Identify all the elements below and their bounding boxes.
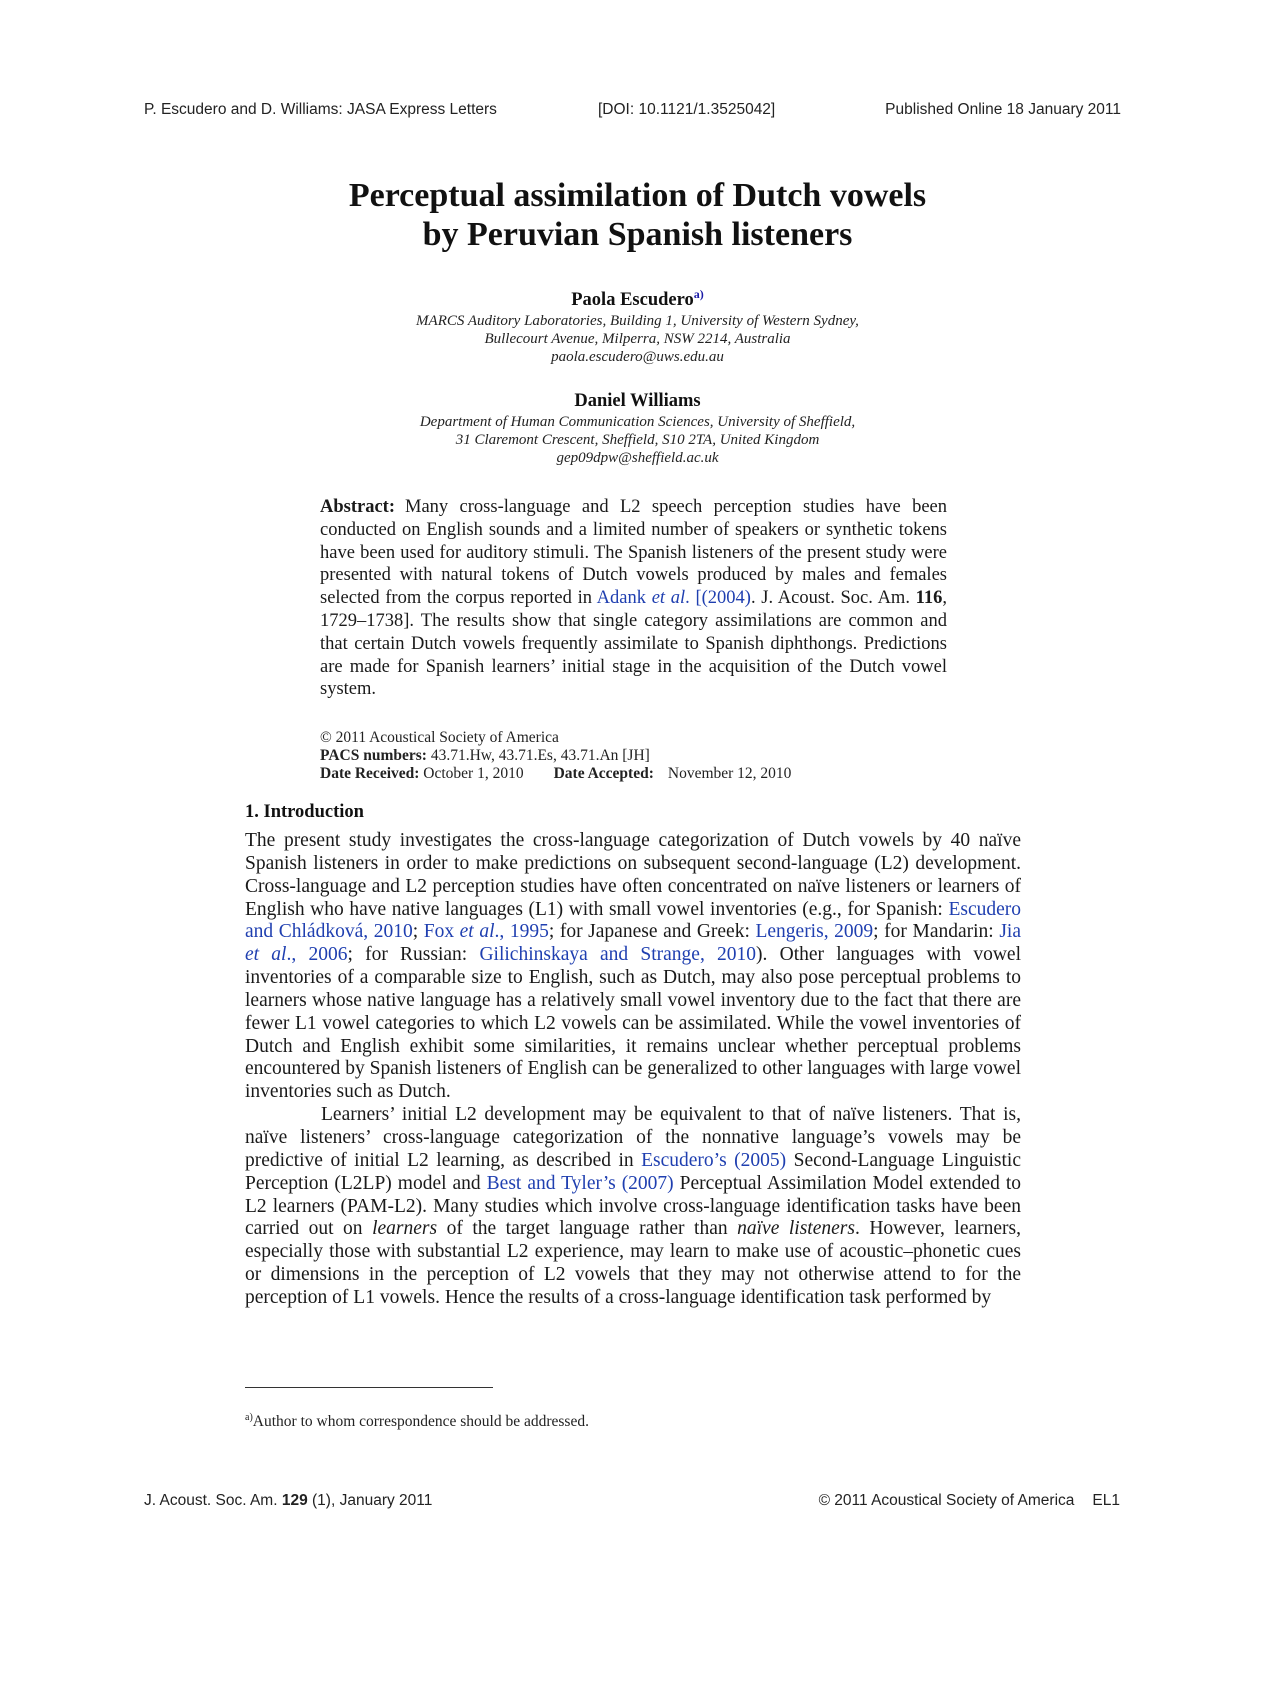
- abstract-text: Many cross-language and L2 speech perception studies have been conducted on English sounds and a limited number of speakers or synthetic tokens have been used for auditory stimuli. The Spanish listeners of the present study were presented with natural tokens of Dutch vowels produced by males and females selected from the corpus reported in: [320, 497, 947, 609]
- footnote-marker: a): [245, 1412, 253, 1423]
- title-line-2: by Peruvian Spanish listeners: [422, 216, 853, 253]
- section-heading: 1. Introduction: [245, 802, 364, 822]
- paragraph-text: ; for Russian:: [347, 944, 480, 966]
- citation-link-adank[interactable]: [597, 588, 751, 608]
- article-meta: [320, 729, 791, 783]
- footer-journal-name: J. Acoust. Soc. Am.: [144, 1492, 282, 1509]
- footnote-divider: [245, 1387, 493, 1388]
- abstract-volume: 116: [915, 588, 943, 609]
- citation-etal: et al: [459, 921, 495, 943]
- citation-link[interactable]: Escudero’s (2005): [641, 1149, 787, 1171]
- running-head-doi: [DOI: 10.1121/1.3525042]: [598, 101, 776, 118]
- pacs-value: 43.71.Hw, 43.71.Es, 43.71.An [JH]: [430, 747, 650, 764]
- author-block-1: [0, 282, 1275, 366]
- title-line-1: Perceptual assimilation of Dutch vowels: [348, 177, 927, 214]
- paragraph-text: The present study investigates the cross-language categorization of Dutch vowels by 40 naïve Spanish listeners in order to make predictions on subsequent second-language (L2) development. Cross-language and L2 perception studies have often concentrated on naïve listeners or learners of English who have native languages (L1) with small vowel inventories (e.g., for Spanish:: [245, 830, 1021, 920]
- abstract-label: Abstract:: [320, 497, 396, 517]
- author-email: gep09dpw@sheffield.ac.uk: [556, 450, 719, 466]
- abstract: [320, 496, 947, 701]
- paragraph-text: Second-Language Linguistic Perception (L2LP) model and: [245, 1149, 1021, 1194]
- citation-link[interactable]: [424, 921, 549, 942]
- abstract-text: . J. Acoust. Soc. Am.: [750, 588, 916, 609]
- copyright-line: © 2011 Acoustical Society of America: [320, 729, 559, 746]
- footer-copyright: [819, 1492, 1120, 1510]
- received-value: October 1, 2010: [423, 765, 524, 782]
- citation-year: ., 1995: [494, 921, 549, 943]
- paragraph-text: ; for Japanese and Greek:: [548, 921, 756, 943]
- author-affiliation-line: MARCS Auditory Laboratories, Building 1, University of Western Sydney,: [416, 313, 859, 329]
- footnote-text: Author to whom correspondence should be addressed.: [252, 1413, 589, 1430]
- paragraph-text: . However, learners, especially those with substantial L2 experience, may learn to make use of acoustic–phonetic cues or dimensions in the perception of L2 vowels that they may not otherwise attend to for the perception of L1 vowels. Hence the results of a cross-language identification task performed by: [245, 1218, 1022, 1308]
- emphasis: learners: [372, 1218, 438, 1240]
- paragraph-text: ;: [412, 921, 424, 943]
- footnote-marker-link[interactable]: a): [693, 287, 704, 301]
- accepted-label: Date Accepted:: [553, 765, 654, 782]
- citation-etal: et al: [245, 944, 287, 966]
- paragraph: [245, 1104, 1021, 1310]
- citation-link[interactable]: Best and Tyler’s (2007): [486, 1172, 674, 1194]
- author-block-2: [0, 389, 1275, 467]
- page-number: EL1: [1092, 1492, 1120, 1509]
- author-affiliation-line: 31 Claremont Crescent, Sheffield, S10 2TA, United Kingdom: [455, 432, 820, 448]
- received-label: Date Received:: [320, 765, 420, 782]
- emphasis: naïve listeners: [737, 1218, 855, 1240]
- paragraph: [245, 830, 1021, 1104]
- author-name: Daniel Williams: [574, 391, 701, 411]
- abstract-text: , 1729–1738]. The results show that single category assimilations are common and that certain Dutch vowels frequently assimilate to Spanish diphthongs. Predictions are made for Spanish learners’ initial stage in the acquisition of the Dutch vowel system.: [320, 588, 947, 700]
- accepted-value: November 12, 2010: [667, 765, 792, 782]
- citation-link[interactable]: Escudero and Chládková, 2010: [245, 898, 1021, 943]
- running-head-authors: P. Escudero and D. Williams: JASA Express Letters: [144, 101, 497, 118]
- paragraph-text: Learners’ initial L2 development may be equivalent to that of naïve listeners. That is, naïve listeners’ cross-language categorization of the nonnative language’s vowels may be predictive of initial L2 learning, as described in: [245, 1104, 1021, 1171]
- citation-author: Fox: [423, 921, 460, 943]
- author-name: [0, 282, 1275, 312]
- author-email: paola.escudero@uws.edu.au: [551, 349, 724, 365]
- citation-link[interactable]: Gilichinskaya and Strange, 2010: [479, 944, 757, 966]
- paragraph-text: ). Other languages with vowel inventories of a comparable size to English, such as Dutch, may also pose perceptual problems to learners whose native language has a relatively small vowel inventory due to the fact that there are fewer L1 vowel categories to which L2 vowels can be assimilated. While the vowel inventories of Dutch and English exhibit some similarities, it remains unclear whether perceptual problems encountered by Spanish listeners of English can be generalized to other languages with large vowel inventories such as Dutch.: [245, 944, 1022, 1103]
- citation-etal: et al: [651, 588, 686, 609]
- running-head-published: Published Online 18 January 2011: [885, 101, 1121, 118]
- citation-link[interactable]: Lengeris, 2009: [755, 921, 874, 943]
- paragraph-text: Perceptual Assimilation Model extended to L2 learners (PAM-L2). Many studies which involve cross-language identification tasks have been carried out on: [245, 1172, 1021, 1240]
- paragraph-text: of the target language rather than: [437, 1218, 738, 1240]
- author-name-text: Paola Escudero: [571, 290, 694, 310]
- dates-line: [320, 765, 791, 783]
- author-affiliation-line: Bullecourt Avenue, Milperra, NSW 2214, Australia: [484, 331, 791, 347]
- citation-author: Adank: [596, 588, 652, 609]
- footer-volume: 129: [281, 1492, 308, 1509]
- pacs-label: PACS numbers:: [320, 747, 427, 764]
- footer-copyright-text: © 2011 Acoustical Society of America: [818, 1492, 1075, 1509]
- paragraph-text: ; for Mandarin:: [873, 921, 1000, 943]
- section-body: [245, 830, 1021, 1310]
- footer-issue: (1), January 2011: [307, 1492, 433, 1509]
- author-affiliation-line: Department of Human Communication Sciences, University of Sheffield,: [419, 414, 856, 430]
- pacs-line: [320, 747, 791, 765]
- paper-title: [0, 176, 1275, 254]
- citation-year: . [(2004): [685, 588, 751, 609]
- footnote: [245, 1412, 589, 1431]
- citation-author: Jia: [999, 921, 1021, 943]
- citation-year: ., 2006: [286, 944, 348, 966]
- footer-journal: [144, 1492, 432, 1510]
